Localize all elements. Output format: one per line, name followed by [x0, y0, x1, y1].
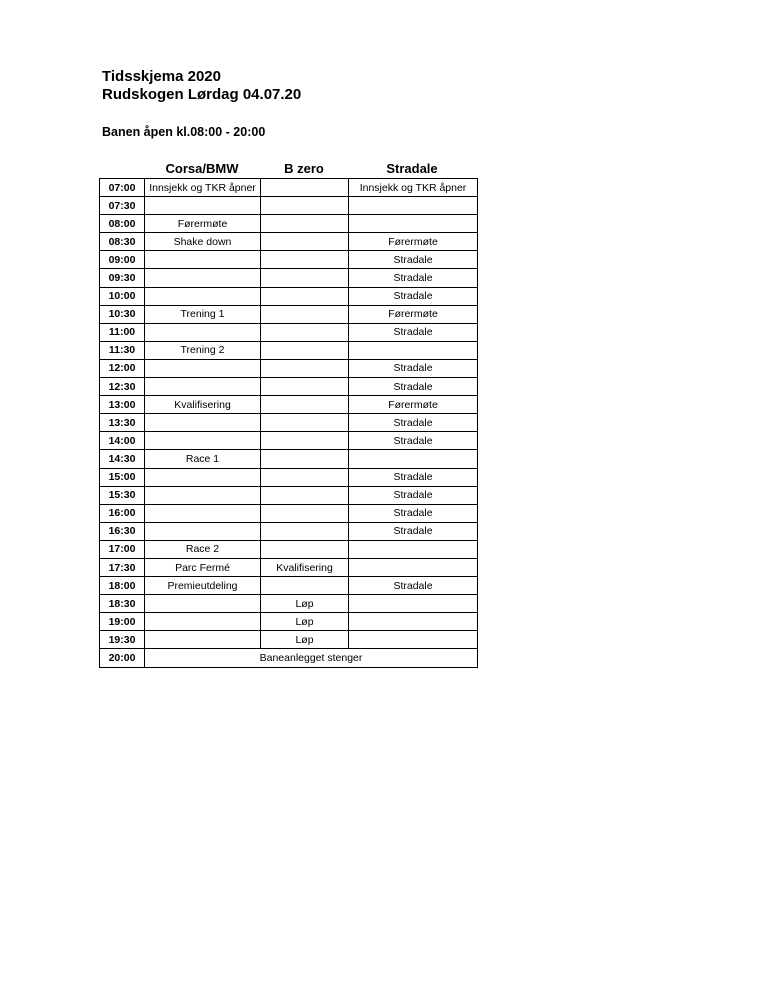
- stradale-cell: [349, 341, 478, 359]
- corsa-bmw-cell: [145, 631, 261, 649]
- b-zero-cell: [261, 504, 349, 522]
- column-header-b-zero: B zero: [284, 161, 324, 176]
- stradale-cell: Stradale: [349, 432, 478, 450]
- stradale-cell: [349, 215, 478, 233]
- corsa-bmw-cell: [145, 269, 261, 287]
- stradale-cell: Stradale: [349, 414, 478, 432]
- corsa-bmw-cell: Race 1: [145, 450, 261, 468]
- table-row: [100, 359, 478, 377]
- table-row: [100, 522, 478, 540]
- corsa-bmw-cell: [145, 323, 261, 341]
- time-cell: 08:00: [100, 215, 145, 233]
- stradale-cell: [349, 631, 478, 649]
- stradale-cell: [349, 450, 478, 468]
- schedule-table: [99, 178, 478, 668]
- b-zero-cell: Kvalifisering: [261, 558, 349, 576]
- column-header-corsa-bmw: Corsa/BMW: [165, 161, 239, 176]
- stradale-cell: Førermøte: [349, 396, 478, 414]
- opening-hours: Banen åpen kl.08:00 - 20:00: [102, 125, 266, 139]
- time-cell: 16:30: [100, 522, 145, 540]
- time-cell: 09:00: [100, 251, 145, 269]
- time-cell: 09:30: [100, 269, 145, 287]
- table-row: [100, 179, 478, 197]
- time-cell: 18:30: [100, 595, 145, 613]
- table-row: [100, 486, 478, 504]
- stradale-cell: [349, 613, 478, 631]
- corsa-bmw-cell: [145, 522, 261, 540]
- table-row: [100, 287, 478, 305]
- time-cell: 18:00: [100, 577, 145, 595]
- table-row: [100, 197, 478, 215]
- corsa-bmw-cell: Kvalifisering: [145, 396, 261, 414]
- time-cell: 10:30: [100, 305, 145, 323]
- time-cell: 11:30: [100, 341, 145, 359]
- table-row: [100, 468, 478, 486]
- corsa-bmw-cell: [145, 359, 261, 377]
- time-cell: 19:30: [100, 631, 145, 649]
- stradale-cell: Innsjekk og TKR åpner: [349, 179, 478, 197]
- time-cell: 10:00: [100, 287, 145, 305]
- time-cell: 14:30: [100, 450, 145, 468]
- b-zero-cell: [261, 305, 349, 323]
- table-row: [100, 540, 478, 558]
- corsa-bmw-cell: Parc Fermé: [145, 558, 261, 576]
- b-zero-cell: [261, 396, 349, 414]
- stradale-cell: Stradale: [349, 287, 478, 305]
- time-cell: 16:00: [100, 504, 145, 522]
- table-row: [100, 305, 478, 323]
- b-zero-cell: [261, 468, 349, 486]
- b-zero-cell: [261, 341, 349, 359]
- time-cell: 15:00: [100, 468, 145, 486]
- stradale-cell: Førermøte: [349, 233, 478, 251]
- table-row: [100, 595, 478, 613]
- corsa-bmw-cell: [145, 486, 261, 504]
- stradale-cell: Stradale: [349, 359, 478, 377]
- corsa-bmw-cell: Trening 1: [145, 305, 261, 323]
- b-zero-cell: [261, 215, 349, 233]
- b-zero-cell: [261, 269, 349, 287]
- time-cell: 11:00: [100, 323, 145, 341]
- time-cell: 12:00: [100, 359, 145, 377]
- time-cell: 15:30: [100, 486, 145, 504]
- time-cell: 20:00: [100, 649, 145, 667]
- table-row: [100, 323, 478, 341]
- stradale-cell: Stradale: [349, 577, 478, 595]
- table-row: [100, 649, 478, 667]
- table-row: [100, 215, 478, 233]
- table-row: [100, 450, 478, 468]
- b-zero-cell: [261, 414, 349, 432]
- time-cell: 14:00: [100, 432, 145, 450]
- corsa-bmw-cell: [145, 504, 261, 522]
- time-cell: 13:30: [100, 414, 145, 432]
- b-zero-cell: [261, 522, 349, 540]
- document-title: Tidsskjema 2020: [102, 68, 221, 85]
- document-subtitle: Rudskogen Lørdag 04.07.20: [102, 86, 302, 103]
- b-zero-cell: [261, 233, 349, 251]
- table-row: [100, 558, 478, 576]
- time-cell: 07:00: [100, 179, 145, 197]
- table-row: [100, 378, 478, 396]
- corsa-bmw-cell: [145, 251, 261, 269]
- time-cell: 19:00: [100, 613, 145, 631]
- table-row: [100, 396, 478, 414]
- b-zero-cell: [261, 577, 349, 595]
- corsa-bmw-cell: Innsjekk og TKR åpner: [145, 179, 261, 197]
- stradale-cell: Stradale: [349, 378, 478, 396]
- corsa-bmw-cell: Shake down: [145, 233, 261, 251]
- stradale-cell: Stradale: [349, 504, 478, 522]
- time-cell: 17:30: [100, 558, 145, 576]
- b-zero-cell: [261, 540, 349, 558]
- table-row: [100, 269, 478, 287]
- b-zero-cell: [261, 323, 349, 341]
- table-row: [100, 432, 478, 450]
- table-row: [100, 504, 478, 522]
- b-zero-cell: [261, 486, 349, 504]
- b-zero-cell: [261, 179, 349, 197]
- time-cell: 08:30: [100, 233, 145, 251]
- corsa-bmw-cell: [145, 613, 261, 631]
- b-zero-cell: [261, 359, 349, 377]
- b-zero-cell: Løp: [261, 613, 349, 631]
- corsa-bmw-cell: [145, 432, 261, 450]
- b-zero-cell: Løp: [261, 631, 349, 649]
- column-header-stradale: Stradale: [386, 161, 438, 176]
- time-cell: 12:30: [100, 378, 145, 396]
- b-zero-cell: [261, 197, 349, 215]
- corsa-bmw-cell: [145, 287, 261, 305]
- table-row: [100, 613, 478, 631]
- table-row: [100, 233, 478, 251]
- stradale-cell: [349, 558, 478, 576]
- table-row: [100, 577, 478, 595]
- time-cell: 13:00: [100, 396, 145, 414]
- stradale-cell: Stradale: [349, 323, 478, 341]
- b-zero-cell: [261, 378, 349, 396]
- stradale-cell: Stradale: [349, 269, 478, 287]
- stradale-cell: [349, 540, 478, 558]
- table-row: [100, 414, 478, 432]
- corsa-bmw-cell: [145, 468, 261, 486]
- b-zero-cell: [261, 432, 349, 450]
- time-cell: 17:00: [100, 540, 145, 558]
- time-cell: 07:30: [100, 197, 145, 215]
- stradale-cell: Stradale: [349, 486, 478, 504]
- stradale-cell: Førermøte: [349, 305, 478, 323]
- stradale-cell: Stradale: [349, 522, 478, 540]
- schedule-table-body: [100, 179, 478, 668]
- corsa-bmw-cell: Trening 2: [145, 341, 261, 359]
- stradale-cell: Stradale: [349, 251, 478, 269]
- corsa-bmw-cell: [145, 595, 261, 613]
- corsa-bmw-cell: Race 2: [145, 540, 261, 558]
- stradale-cell: [349, 595, 478, 613]
- stradale-cell: [349, 197, 478, 215]
- b-zero-cell: Løp: [261, 595, 349, 613]
- stradale-cell: Stradale: [349, 468, 478, 486]
- corsa-bmw-cell: [145, 378, 261, 396]
- corsa-bmw-cell: [145, 197, 261, 215]
- table-row: [100, 251, 478, 269]
- b-zero-cell: [261, 450, 349, 468]
- closing-cell: Baneanlegget stenger: [145, 649, 478, 667]
- corsa-bmw-cell: Premieutdeling: [145, 577, 261, 595]
- corsa-bmw-cell: [145, 414, 261, 432]
- b-zero-cell: [261, 251, 349, 269]
- table-row: [100, 631, 478, 649]
- table-row: [100, 341, 478, 359]
- b-zero-cell: [261, 287, 349, 305]
- corsa-bmw-cell: Førermøte: [145, 215, 261, 233]
